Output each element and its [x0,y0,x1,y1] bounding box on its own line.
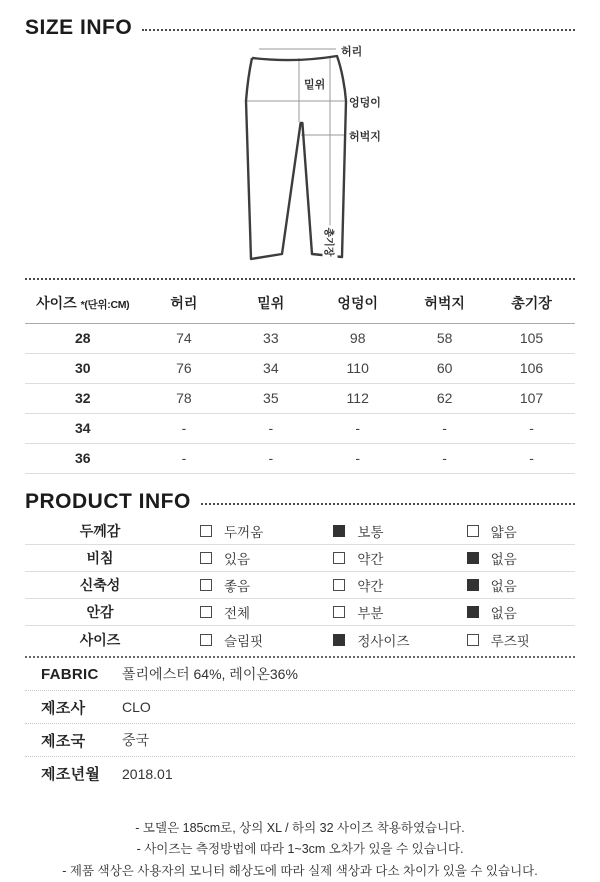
attr-option [175,575,308,595]
checkbox-icon [467,525,479,537]
size-info-header [25,16,575,40]
attr-label: 사이즈 [79,631,121,648]
table-row [25,384,575,414]
attr-option [308,548,441,568]
product-info-title: PRODUCT INFO [25,490,191,513]
option-label: 정사이즈 [357,633,410,649]
footer-notes [25,818,575,882]
value-cell: - [401,414,488,444]
fabric-value: 폴리에스터 64%, 레이온36% [122,666,298,682]
product-info-header [25,490,575,514]
col-rise: 밑위 [227,284,314,324]
attr-option [308,602,441,622]
value-cell: 58 [401,324,488,354]
checkbox-icon [200,579,212,591]
manufacturer-value: CLO [122,699,151,715]
product-attr-row-thickness [25,518,575,545]
checkbox-icon [467,579,479,591]
value-cell: - [140,444,227,474]
table-row [25,414,575,444]
checkbox-icon [200,606,212,618]
col-waist: 허리 [140,284,227,324]
attr-option [308,521,441,541]
size-info-title: SIZE INFO [25,16,133,39]
col-size [25,284,140,324]
waist-label: 허리 [341,46,363,58]
manufacturer-label: 제조사 [41,699,86,717]
checkbox-icon [333,634,345,646]
col-thigh: 허벅지 [401,284,488,324]
value-cell: 35 [227,384,314,414]
value-cell: 33 [227,324,314,354]
value-cell: 60 [401,354,488,384]
option-label: 슬림핏 [224,633,264,649]
size-cell: 34 [25,414,140,444]
value-cell: 110 [314,354,401,384]
value-cell: 74 [140,324,227,354]
country-row [25,724,575,757]
attr-option [442,630,575,650]
country-value: 중국 [122,732,150,748]
option-label: 약간 [357,579,384,594]
length-label: 총기장 [323,226,338,259]
value-cell: - [314,444,401,474]
manufacture-date-value: 2018.01 [122,765,173,782]
dotted-divider [25,278,575,280]
product-attr-row-lining [25,599,575,626]
product-info-section [25,490,575,653]
attr-label: 신축성 [79,577,121,593]
fabric-row [25,658,575,691]
size-table [25,284,575,474]
value-cell: - [140,414,227,444]
value-cell: 34 [227,354,314,384]
checkbox-icon [333,579,345,591]
attr-option [175,630,308,650]
value-cell: 76 [140,354,227,384]
value-cell: - [488,444,575,474]
option-label: 있음 [224,552,251,567]
note-color: - 제품 색상은 사용자의 모니터 해상도에 따라 실제 색상과 다소 차이가 있을 수 있습니다. [62,863,538,878]
checkbox-icon [200,634,212,646]
col-length: 총기장 [488,284,575,324]
col-hip: 엉덩이 [314,284,401,324]
option-label: 루즈핏 [490,633,530,649]
table-row [25,324,575,354]
checkbox-icon [333,552,345,564]
option-label: 없음 [490,606,517,621]
note-tolerance: - 사이즈는 측정방법에 따라 1~3cm 오차가 있을 수 있습니다. [136,842,464,857]
size-info-section [25,16,575,474]
dotted-divider [201,503,575,505]
size-header-text: 사이즈 [36,295,77,311]
rise-label: 밑위 [304,79,326,91]
value-cell: - [401,444,488,474]
value-cell: - [227,444,314,474]
attr-label: 비침 [86,550,114,566]
manufacture-date-label: 제조년월 [41,766,101,783]
attr-option [175,548,308,568]
product-attr-row-fit [25,626,575,653]
size-cell: 30 [25,354,140,384]
fabric-label: FABRIC [41,665,99,683]
unit-note: *(단위:CM) [80,299,130,311]
value-cell: 112 [314,384,401,414]
fabric-section [25,656,575,790]
table-row [25,354,575,384]
option-label: 얇음 [490,525,517,540]
attr-label: 안감 [86,604,114,620]
size-table-header-row [25,284,575,324]
value-cell: 98 [314,324,401,354]
manufacturer-row [25,691,575,724]
option-label: 두꺼움 [224,525,264,540]
attr-option [308,575,441,595]
attr-option [442,521,575,541]
value-cell: 62 [401,384,488,414]
option-label: 전체 [224,606,251,621]
product-attributes-table [25,518,575,653]
option-label: 보통 [357,525,384,540]
attr-option [308,630,441,650]
option-label: 없음 [490,552,517,567]
value-cell: - [314,414,401,444]
pants-measurement-diagram [215,42,415,274]
attr-option [442,575,575,595]
size-cell: 36 [25,444,140,474]
hip-label: 엉덩이 [349,97,381,109]
option-label: 부분 [357,606,384,621]
size-cell: 28 [25,324,140,354]
attr-label: 두께감 [79,523,121,539]
value-cell: 107 [488,384,575,414]
checkbox-icon [200,525,212,537]
value-cell: 106 [488,354,575,384]
checkbox-icon [467,634,479,646]
value-cell: - [488,414,575,444]
value-cell: 105 [488,324,575,354]
product-attr-row-stretch [25,572,575,599]
checkbox-icon [333,525,345,537]
checkbox-icon [467,552,479,564]
attr-option [442,548,575,568]
note-model: - 모델은 185cm로, 상의 XL / 하의 32 사이즈 착용하였습니다. [135,821,465,835]
option-label: 좋음 [224,579,251,594]
product-attr-row-sheerness [25,545,575,572]
size-cell: 32 [25,384,140,414]
manufacture-date-row [25,757,575,790]
attr-option [175,521,308,541]
checkbox-icon [333,606,345,618]
option-label: 없음 [490,579,517,594]
attr-option [442,602,575,622]
value-cell: 78 [140,384,227,414]
checkbox-icon [200,552,212,564]
country-label: 제조국 [41,732,86,750]
checkbox-icon [467,606,479,618]
dotted-divider [142,29,575,31]
table-row [25,444,575,474]
option-label: 약간 [357,552,384,567]
thigh-label: 허벅지 [349,131,381,143]
attr-option [175,602,308,622]
value-cell: - [227,414,314,444]
